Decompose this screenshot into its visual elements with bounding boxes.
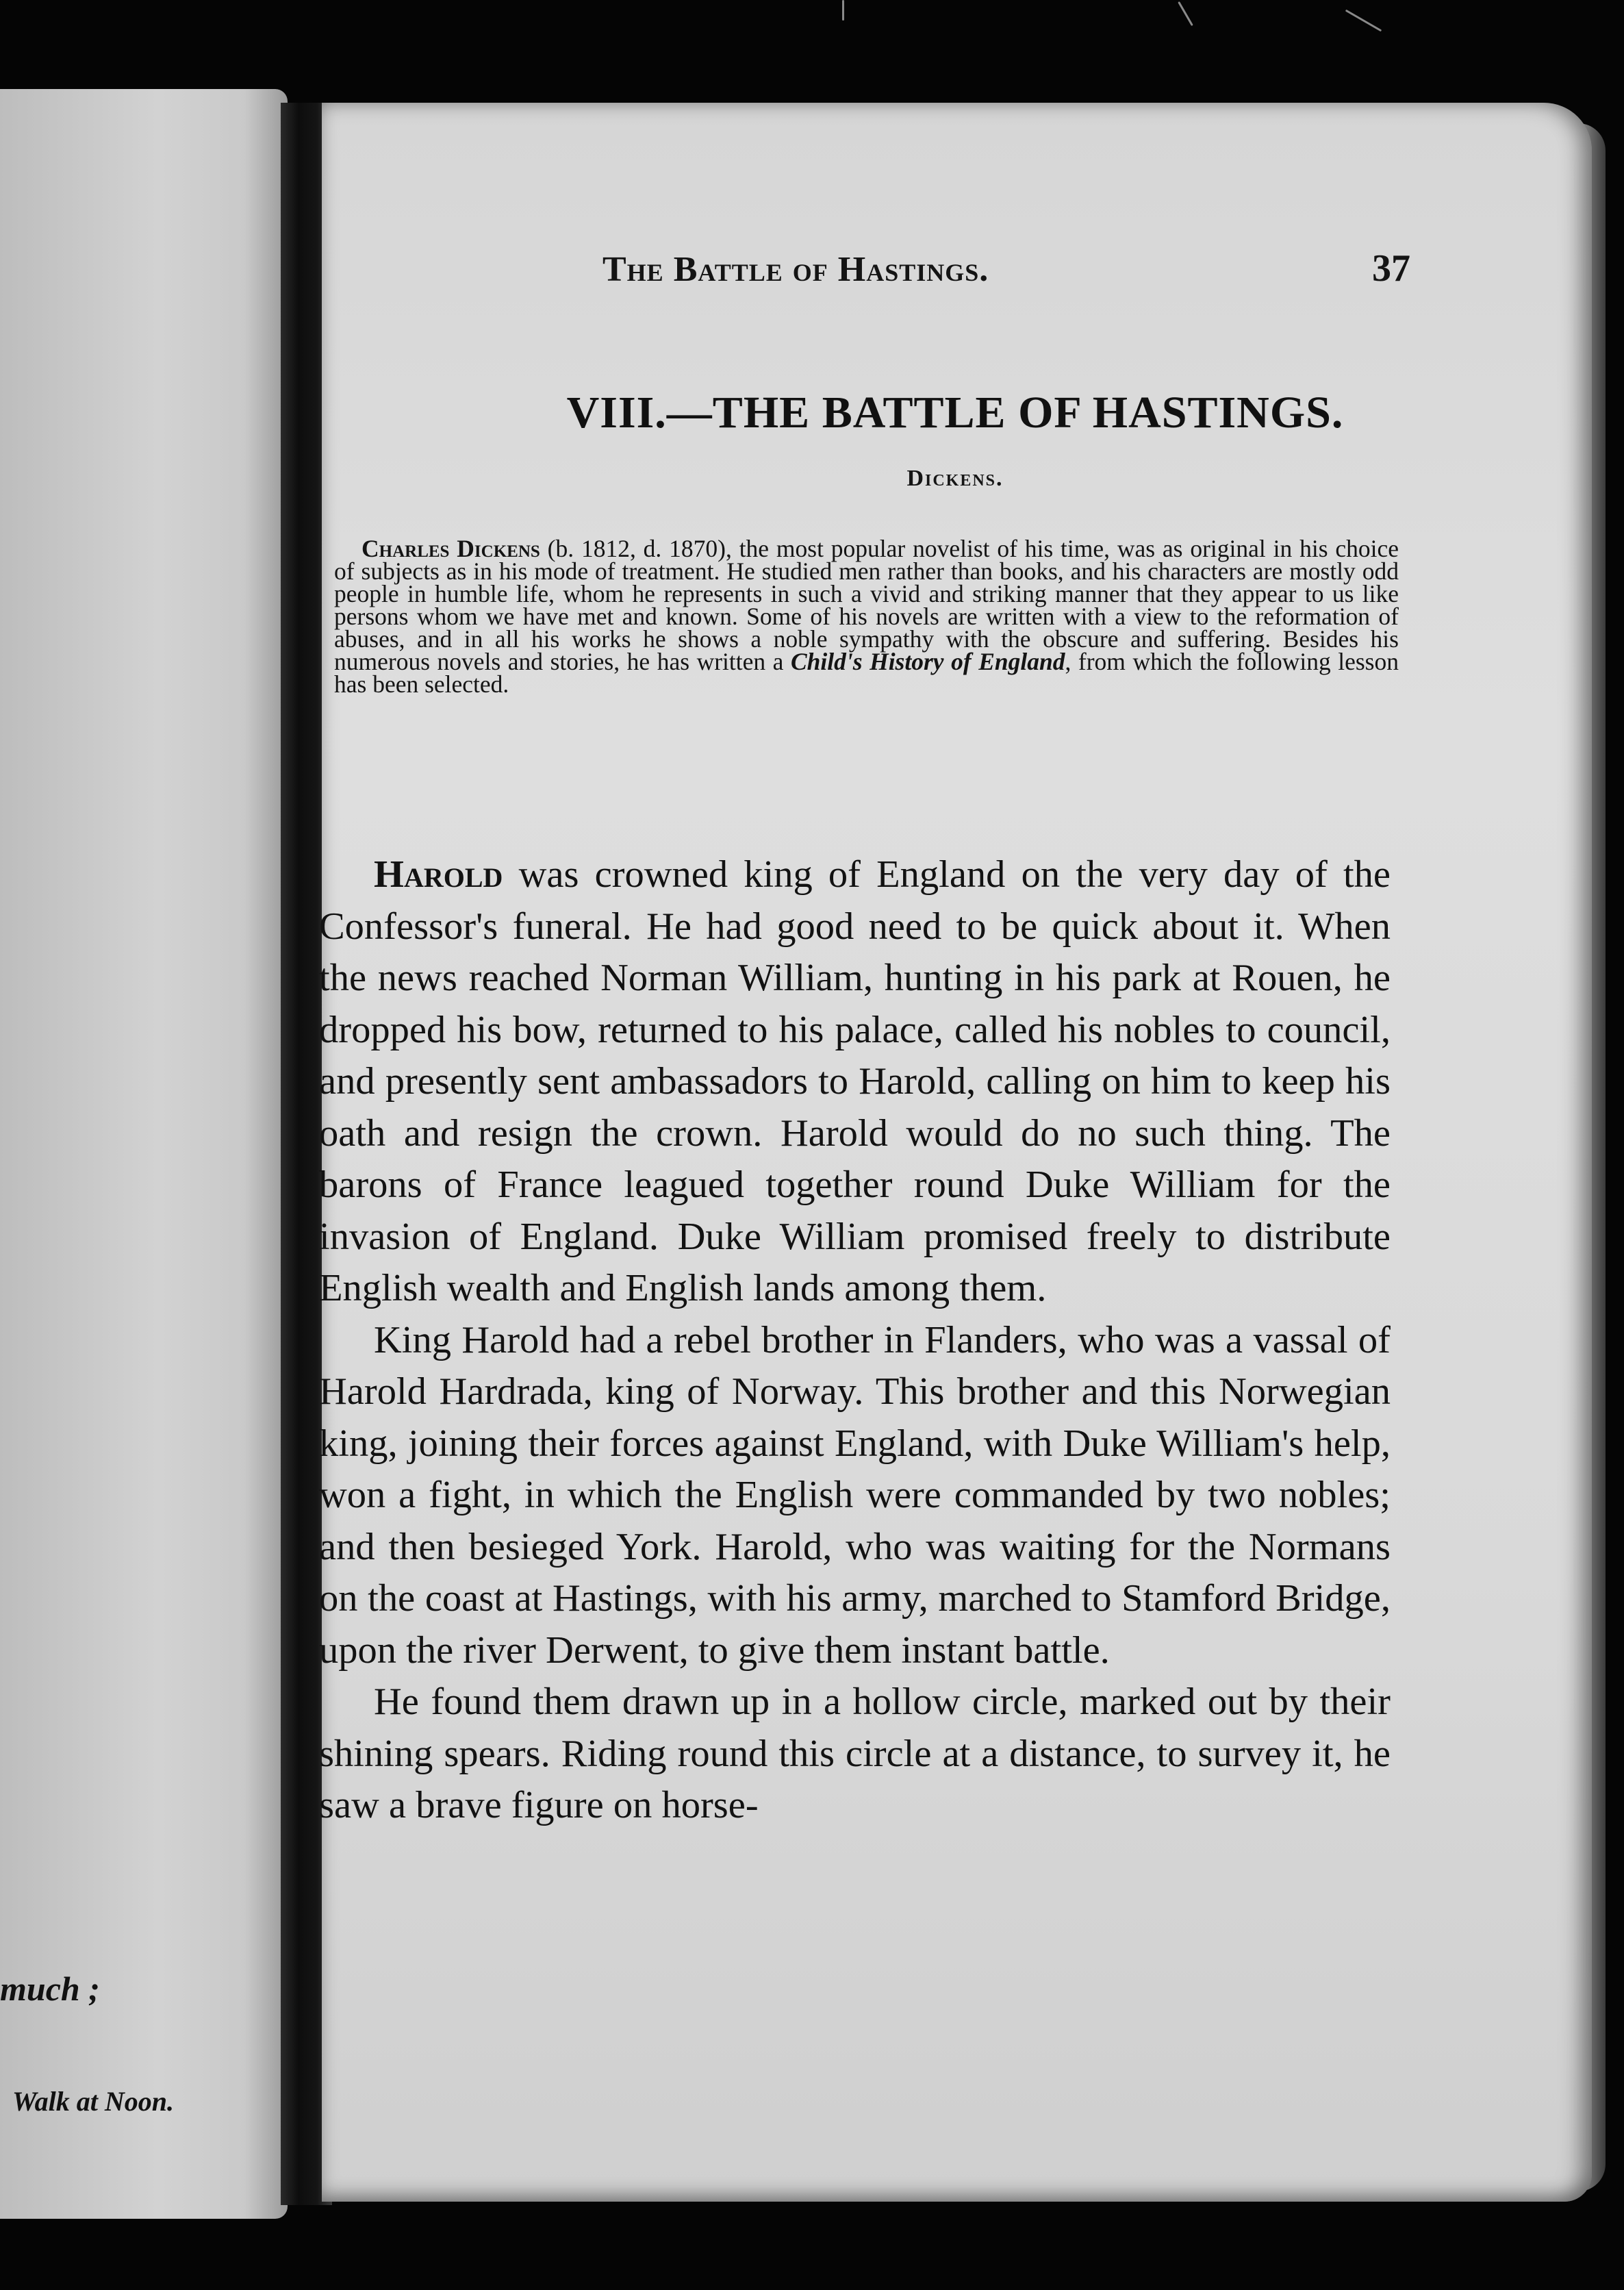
- body-paragraph: [319, 849, 1391, 1315]
- author-biography-note: [334, 535, 1399, 698]
- bio-text: (b. 1812, d. 1870), the most popular novelist of his time, was as original in his choice of subjects as in his mode of treatment. He studied men rather than books, and his characters are mostly odd people in humble life, whom he represents in such a vivid and striking manner that they appear to us like persons whom we have met and known. Some of his novels are written with a view to the reformation of abuses, and in all his works he shows a noble sympathy with the obscure and suffering. Besides his numerous novels and stories, he has written a: [334, 535, 1399, 675]
- paragraph-lead-word: Harold: [374, 853, 503, 896]
- page-number: 37: [1372, 247, 1410, 290]
- chapter-title: VIII.—THE BATTLE OF HASTINGS.: [566, 388, 1344, 438]
- left-page-text-fragment: much ;: [0, 1970, 100, 2008]
- chapter-author: Dickens.: [906, 466, 1004, 491]
- left-facing-page: [0, 89, 288, 2219]
- paragraph-text: was crowned king of England on the very day of the Confessor's funeral. He had good need to be quick about it. When the news reached Norman William, hunting in his park at Rouen, he dropped his bow, returned to his palace, called his nobles to council, and presently sent ambassadors to Harold, calling on him to keep his oath and resign the crown. Harold would do no such thing. The barons of France leagued together round Duke William for the invasion of England. Duke William promised freely to distribute English wealth and English lands among them.: [319, 853, 1391, 1309]
- scan-scratch: [1178, 1, 1193, 26]
- bio-book-title: Child's History of England: [790, 648, 1065, 675]
- scan-scratch: [1345, 10, 1382, 32]
- scan-scratch: [842, 0, 844, 21]
- lesson-body: [319, 849, 1391, 1832]
- bio-author-name: Charles Dickens: [361, 535, 540, 562]
- body-paragraph: King Harold had a rebel brother in Flanders, who was a vassal of Harold Hardrada, king of Norway. This brother and this Norwegian king, joining their forces against England, with Duke William's help, won a fight, in which the English were commanded by two nobles; and then besieged York. Harold, who was waiting for the Normans on the coast at Hastings, with his army, marched to Stamford Bridge, upon the river Derwent, to give them instant battle.: [319, 1318, 1391, 1672]
- running-head: [602, 247, 1410, 290]
- body-paragraph: He found them drawn up in a hollow circle, marked out by their shining spears. Riding round this circle at a distance, to survey it, he saw a brave figure on horse-: [319, 1681, 1391, 1826]
- bio-text-end: , from which the following lesson has been selected.: [334, 648, 1399, 698]
- left-page-text-fragment: Walk at Noon.: [12, 2086, 174, 2117]
- running-head-title: The Battle of Hastings.: [602, 250, 989, 289]
